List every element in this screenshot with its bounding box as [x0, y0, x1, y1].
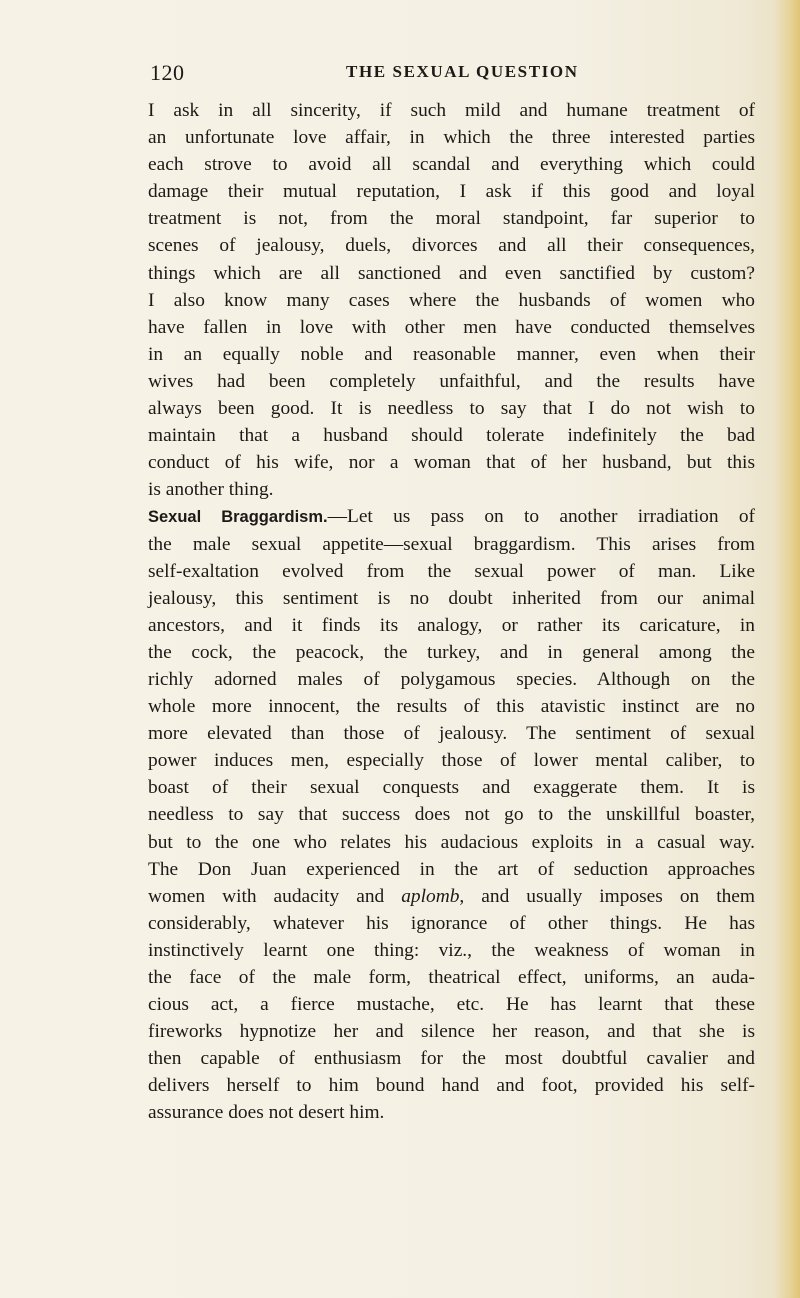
text-line: the face of the male form, theatrical effect, uniforms, an auda-: [148, 967, 755, 988]
text-fragment: , and usually imposes on them: [459, 885, 755, 907]
text-line: have fallen in love with other men have conducted themselves: [148, 316, 755, 338]
text-line: ancestors, and it finds its analogy, or rather its caricature, in: [148, 614, 755, 636]
italic-term-aplomb: aplomb: [401, 885, 460, 907]
section-heading-line: [148, 503, 755, 530]
text-line: jealousy, this sentiment is no doubt inherited from our animal: [148, 587, 755, 609]
text-line: in an equally noble and reasonable manner, even when their: [148, 343, 755, 365]
text-line: richly adorned males of polygamous species. Although on the: [148, 668, 755, 690]
side-heading-sexual-braggardism: Sexual Braggardism.: [148, 508, 328, 527]
text-line: delivers herself to him bound hand and foot, provided his self-: [148, 1075, 755, 1097]
text-line: scenes of jealousy, duels, divorces and all their consequences,: [148, 235, 755, 257]
text-line: then capable of enthusiasm for the most doubtful cavalier and: [148, 1048, 755, 1070]
text-line: self-exaltation evolved from the sexual power of man. Like: [148, 560, 755, 582]
text-line: needless to say that success does not go to the unskillful boaster,: [148, 804, 755, 826]
text-line: I ask in all sincerity, if such mild and humane treatment of: [148, 100, 755, 121]
text-line: considerably, whatever his ignorance of other things. He has: [148, 912, 755, 934]
text-line: instinctively learnt one thing: viz., the weakness of woman in: [148, 939, 755, 961]
text-line: things which are all sanctioned and even sanctified by custom?: [148, 262, 755, 284]
text-fragment: women with audacity and: [148, 885, 402, 907]
text-line: maintain that a husband should tolerate indefinitely the bad: [148, 425, 755, 447]
text-line: boast of their sexual conquests and exaggerate them. It is: [148, 777, 755, 799]
page-header: [150, 60, 755, 88]
text-line: more elevated than those of jealousy. The sentiment of sexual: [148, 723, 755, 745]
text-line: each strove to avoid all scandal and everything which could: [148, 154, 755, 176]
text-line: an unfortunate love affair, in which the three interested parties: [148, 127, 755, 149]
text-fragment: —Let us pass on to another irradiation of: [327, 506, 755, 528]
text-line: is another thing.: [148, 479, 274, 501]
text-line: damage their mutual reputation, I ask if this good and loyal: [148, 181, 755, 203]
text-line: I also know many cases where the husbands of women who: [148, 289, 755, 311]
text-line: conduct of his wife, nor a woman that of her husband, but this: [148, 452, 755, 474]
running-head: THE SEXUAL QUESTION: [346, 62, 579, 81]
page-number: 120: [150, 60, 185, 85]
text-line: The Don Juan experienced in the art of seduction approaches: [148, 858, 755, 880]
body-text: [148, 97, 755, 1127]
text-line: power induces men, especially those of lower mental caliber, to: [148, 750, 755, 772]
text-line: always been good. It is needless to say that I do not wish to: [148, 398, 755, 420]
text-line: the cock, the peacock, the turkey, and in general among the: [148, 641, 755, 663]
text-line: fireworks hypnotize her and silence her reason, and that she is: [148, 1021, 755, 1043]
page-edge-stain: [774, 0, 800, 1298]
text-line: but to the one who relates his audacious exploits in a casual way.: [148, 831, 755, 853]
text-line: wives had been completely unfaithful, and the results have: [148, 370, 755, 392]
text-line: cious act, a fierce mustache, etc. He has learnt that these: [148, 994, 755, 1016]
text-line: assurance does not desert him.: [148, 1102, 385, 1124]
text-line: treatment is not, from the moral standpoint, far superior to: [148, 208, 755, 230]
text-line-aplomb: [148, 883, 755, 910]
text-line: whole more innocent, the results of this atavistic instinct are no: [148, 696, 755, 718]
text-line: the male sexual appetite—sexual braggardism. This arises from: [148, 533, 755, 555]
